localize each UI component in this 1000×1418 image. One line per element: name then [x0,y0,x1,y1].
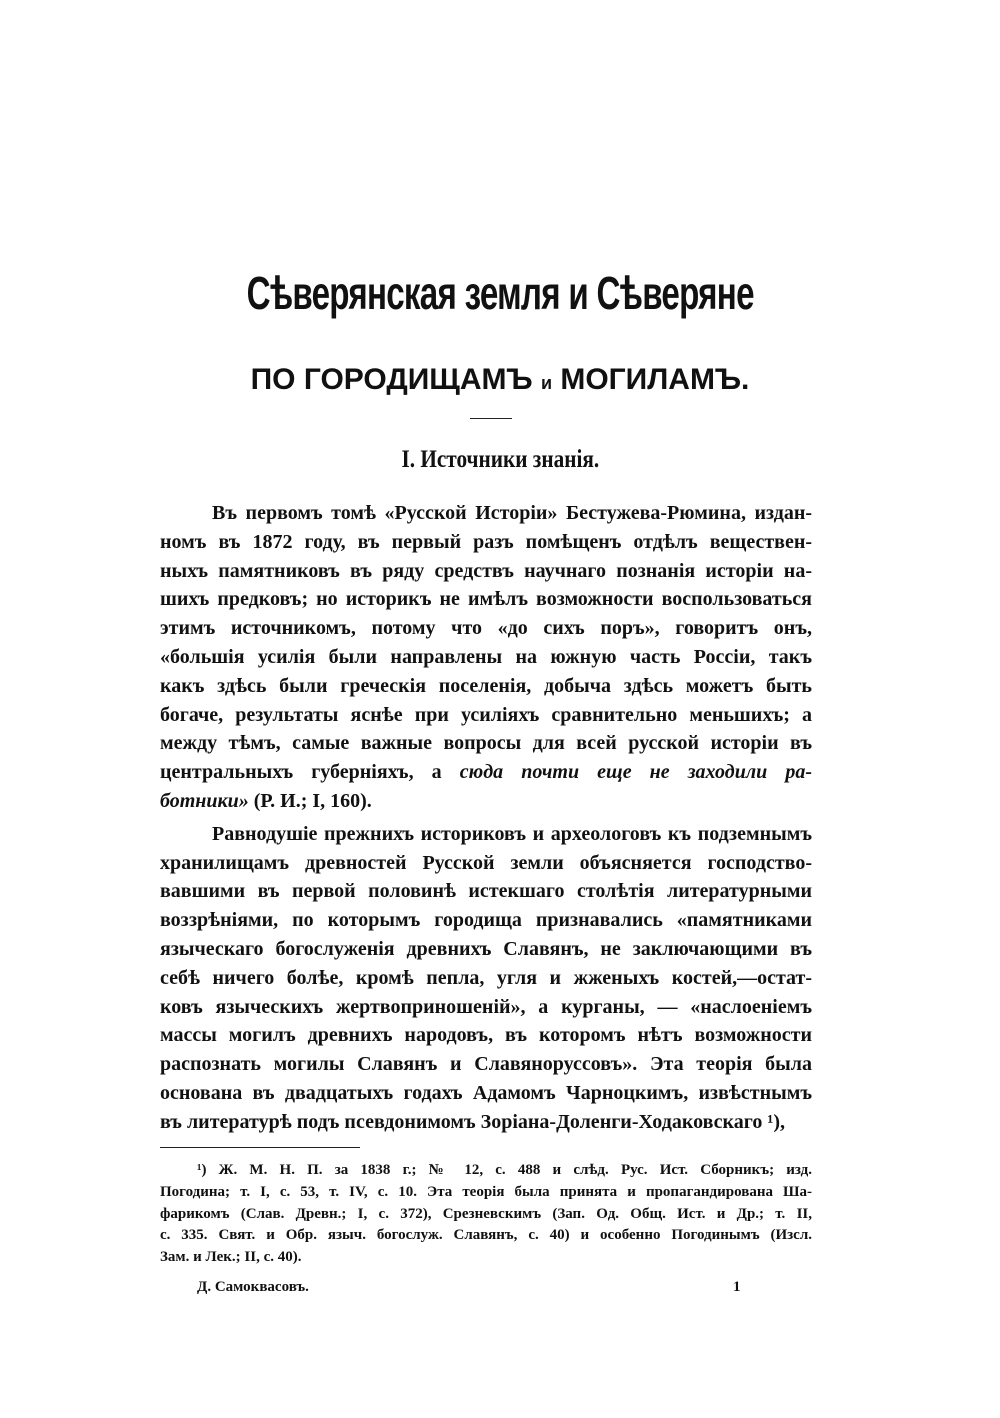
page-number: 1 [733,1279,741,1295]
text-segment: (Р. И.; I, 160). [248,789,372,812]
text-line [160,877,812,906]
text-segment: воззрѣніями, по которымъ городища признавались «памятниками [160,909,812,932]
footnote-divider [160,1147,360,1148]
text-segment: себѣ ничего болѣе, кромѣ пепла, угля и жженыхъ костей,—остат- [160,966,812,989]
footnote-line: фарикомъ (Слав. Древн.; I, с. 372), Срезневскимъ (Зап. Од. Общ. Ист. и Др.; т. II, [160,1205,812,1222]
text-segment: въ литературѣ подъ псевдонимомъ Зоріана-Доленги-Ходаковскаго ¹), [160,1110,785,1133]
text-line [160,643,812,672]
text-line [160,935,812,964]
text-segment: богаче, результаты яснѣе при усиліяхъ сравнительно меньшихъ; а [160,703,812,726]
text-line [160,758,812,787]
text-segment: между тѣмъ, самые важные вопросы для всей русской исторіи въ [160,732,812,755]
text-line [160,585,812,614]
text-line [160,499,812,528]
section-heading-text: I. Источники знанія. [401,446,599,473]
subtitle-part1: ПО ГОРОДИЩАМЪ [250,363,541,396]
text-segment: вавшими въ первой половинѣ истекшаго столѣтія литературными [160,880,812,903]
title-divider [470,418,512,419]
subtitle-conjunction: и [540,373,553,393]
subtitle-part2: МОГИЛАМЪ. [552,363,750,396]
text-segment: номъ въ 1872 году, въ первый разъ помѣщенъ отдѣлъ веществен- [160,530,812,553]
text-line [160,787,812,816]
body-text [160,499,812,1137]
text-segment: ныхъ памятниковъ въ ряду средствъ научнаго познанія исторіи на- [160,559,812,582]
page-title-text: Сѣверянская земля и Сѣверяне [246,267,754,319]
text-segment: Въ первомъ томѣ «Русской Исторіи» Бестужева-Рюмина, издан- [212,502,812,524]
text-line [160,1021,812,1050]
text-line [160,672,812,701]
text-segment: ковъ языческихъ жертвоприношеній», а курганы, — «наслоеніемъ [160,995,812,1018]
text-segment: центральныхъ губерніяхъ, а [160,761,460,784]
text-line [160,528,812,557]
page-title [0,266,1000,320]
italic-segment: сюда почти еще не заходили ра- [459,761,812,784]
text-segment: распознать могилы Славянъ и Славяноруссовъ». Эта теорія была [160,1053,812,1076]
author-signature: Д. Самоквасовъ. [197,1279,309,1295]
text-segment: массы могилъ древнихъ народовъ, въ которомъ нѣтъ возможности [160,1024,812,1047]
footnote-line: ¹) Ж. М. Н. П. за 1838 г.; № 12, с. 488 и слѣд. Рус. Ист. Сборникъ; изд. [197,1162,812,1178]
text-segment: какъ здѣсь были греческія поселенія, добыча здѣсь можетъ быть [160,674,812,697]
text-segment: языческаго богослуженія древнихъ Славянъ, не заключающими въ [160,937,812,960]
text-line [160,729,812,758]
text-line [160,1079,812,1108]
text-line [160,820,812,849]
italic-segment: ботники» [160,789,249,812]
section-heading [0,446,1000,474]
text-line [160,849,812,878]
footnote [160,1160,812,1269]
text-segment: основана въ двадцатыхъ годахъ Адамомъ Чарноцкимъ, извѣстнымъ [160,1081,812,1104]
text-line [160,906,812,935]
footnote-line: с. 335. Свят. и Обр. языч. богослуж. Славянъ, с. 40) и особенно Погодинымъ (Изсл. [160,1227,812,1244]
text-line [160,964,812,993]
text-line [160,1050,812,1079]
text-line [160,1108,812,1137]
text-line [160,993,812,1022]
text-segment: Равнодушіе прежнихъ историковъ и археологовъ къ подземнымъ [212,822,812,845]
text-line [160,701,812,730]
text-segment: хранилищамъ древностей Русской земли объясняется господство- [160,851,812,874]
footnote-line: Погодина; т. I, с. 53, т. IV, с. 10. Эта теорія была принята и пропагандирована Ша- [160,1183,812,1200]
footnote-line: Зам. и Лек.; II, с. 40). [160,1249,302,1266]
text-line [160,557,812,586]
text-line [160,614,812,643]
text-segment: этимъ источникомъ, потому что «до сихъ поръ», говоритъ онъ, [160,617,812,640]
page-subtitle [0,363,1000,397]
text-segment: «большія усилія были направлены на южную часть Россіи, такъ [160,645,812,668]
text-segment: шихъ предковъ; но историкъ не имѣлъ возможности воспользоваться [160,588,812,611]
